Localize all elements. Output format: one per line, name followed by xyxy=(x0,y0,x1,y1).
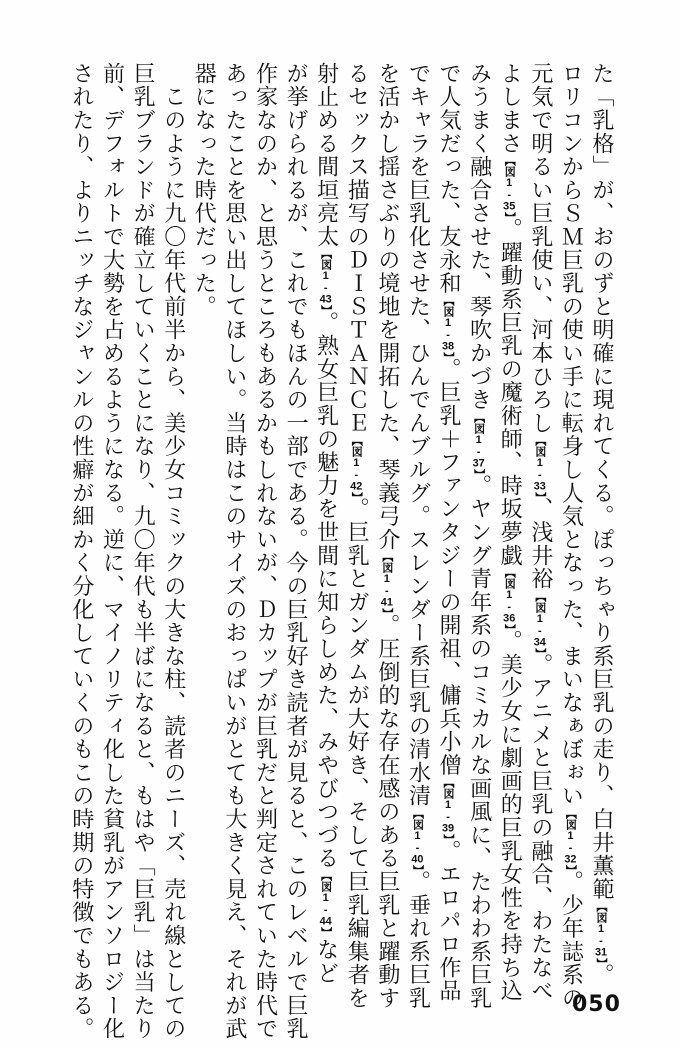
figure-reference: 【図1‐33】 xyxy=(533,434,546,498)
text-line xyxy=(96,62,127,1041)
text-run: 器になった時代だった。 xyxy=(191,62,217,319)
text-run: みうまく融合させた、琴吹かづき xyxy=(466,62,492,412)
text-line xyxy=(463,62,494,1010)
text-line xyxy=(218,62,249,1041)
figure-reference: 【図1‐37】 xyxy=(472,411,485,474)
text-line xyxy=(127,62,158,1041)
text-run: されたり、よりニッチなジャンルの性癖が細かく分化していくのもこの時期の特徴でもある。 xyxy=(68,62,94,1041)
text-line xyxy=(188,62,219,912)
figure-reference: 【図1‐39】 xyxy=(441,776,455,840)
text-line xyxy=(494,62,525,1003)
figure-reference: 【図1‐42】 xyxy=(350,434,363,498)
figure-reference: 【図1‐38】 xyxy=(441,295,455,358)
text-run: よしまさ xyxy=(497,62,523,156)
text-run: 射止める間垣亮太 xyxy=(313,62,339,249)
text-run: でキャラを巨乳化させた、ひんでんブルグ。スレンダー系巨乳の清水清 xyxy=(405,62,431,808)
text-run: 。巨乳＋ファンタジーの開祖、傭兵小僧 xyxy=(436,357,462,777)
text-run: 。熟女巨乳の魅力を世間に知らしめた、みやびつづる xyxy=(313,310,339,871)
text-run: など xyxy=(313,938,339,985)
text-run: 元気で明るい巨乳使い、河本ひろし xyxy=(527,62,553,435)
text-run: 。 xyxy=(589,963,614,987)
text-line xyxy=(585,62,616,987)
text-run: た「乳格」が、おのずと明確に現れてくる。ぽっちゃり系巨乳の走り、白井薫範 xyxy=(589,62,614,901)
text-run: あったことを思い出してほしい。当時はこのサイズのおっぱいがとても大きく見え、それが武 xyxy=(221,62,247,1041)
text-run: 。美少女に劇画的巨乳女性を持ち込 xyxy=(497,629,523,1003)
text-run: が挙げられるが、これでもほんの一部である。今の巨乳好き読者が見ると、このレベルで巨乳 xyxy=(283,62,309,1041)
text-run: 。ヤング青年系のコミカルな画風に、たわわ系巨乳 xyxy=(466,474,492,1010)
text-run: 作家なのか、と思うところもあるかもしれないが、Ｄカップが巨乳だと判定されていた時代で xyxy=(252,62,278,1041)
text-run: を活かし揺さぶりの境地を開拓した、琴義弓介 xyxy=(374,62,400,552)
text-line xyxy=(371,62,402,1010)
text-line xyxy=(555,62,586,1010)
text-run: 。圧倒的な存在感のある巨乳と躍動す xyxy=(374,613,400,1010)
text-line xyxy=(432,62,463,1003)
text-run: 。少年誌系の xyxy=(558,870,584,1010)
figure-reference: 【図1‐32】 xyxy=(564,807,577,871)
text-line xyxy=(341,62,372,1010)
figure-reference: 【図1‐44】 xyxy=(319,870,332,939)
text-line xyxy=(524,62,555,1003)
figure-reference: 【図1‐40】 xyxy=(411,807,424,871)
text-run: 。躍動系巨乳の魔術師、時坂夢戯 xyxy=(497,217,523,568)
text-line xyxy=(249,62,280,1041)
figure-reference: 【図1‐35】 xyxy=(503,155,516,218)
figure-reference: 【図1‐34】 xyxy=(533,590,546,654)
text-line xyxy=(402,62,433,1010)
text-line xyxy=(65,62,96,1041)
text-run: 前、デフォルトで大勢を占めるようになる。逆に、マイノリティ化した貧乳がアンソロジー化 xyxy=(99,62,125,1041)
text-run: 巨乳ブランドが確立していくことになり、九〇年代も半ばになると、もはや「巨乳」は当たり xyxy=(130,62,156,1041)
text-run: で人気だった、友永和 xyxy=(436,62,462,295)
text-run: このように九〇年代前半から、美少女コミックの大きな柱、読者のニーズ、売れ線としての xyxy=(160,62,186,1041)
text-run: 。エロパロ作品 xyxy=(436,839,462,1003)
text-line xyxy=(157,62,188,1041)
figure-reference: 【図1‐41】 xyxy=(380,551,393,614)
figure-reference: 【図1‐36】 xyxy=(503,567,516,630)
text-line xyxy=(310,62,341,985)
text-run: 。垂れ系巨乳 xyxy=(405,870,431,1010)
page-number: 050 xyxy=(572,992,621,1017)
text-run: 。アニメと巨乳の融合、わたなべ xyxy=(527,653,553,1003)
text-run: ロリコンからＳＭ巨乳の使い手に転身し人気となった、まいなぁぼぉい xyxy=(558,62,584,808)
text-run: 。巨乳とガンダムが大好き、そして巨乳編集者を xyxy=(344,497,370,1010)
figure-reference: 【図1‐43】 xyxy=(319,248,332,311)
text-run: るセックス描写のＤＩＳＴＡＮＣＥ xyxy=(344,62,370,435)
figure-reference: 【図1‐31】 xyxy=(594,900,608,964)
text-line xyxy=(279,62,310,1041)
text-run: 、浅井裕 xyxy=(527,497,553,591)
